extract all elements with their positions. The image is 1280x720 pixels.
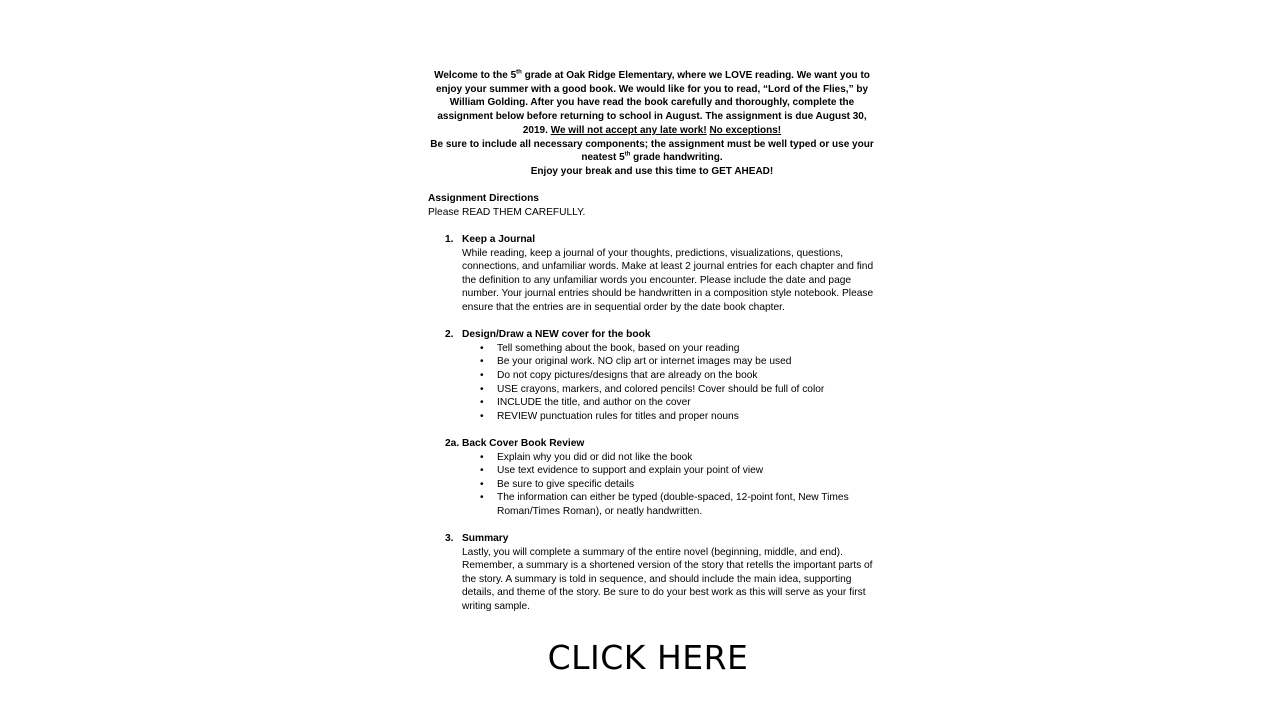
list-item: • Use text evidence to support and explain your point of view xyxy=(497,464,876,478)
intro-no-late-work: We will not accept any late work! xyxy=(550,124,707,136)
section-number: 2. xyxy=(445,329,454,341)
intro-welcome-start: Welcome to the 5 xyxy=(434,70,517,81)
list-item: • Be your original work. NO clip art or internet images may be used xyxy=(497,355,876,369)
section-body: Lastly, you will complete a summary of the entire novel (beginning, middle, and end). Remember, a summary is a shortened version of the story that retells the important parts of the story. A summary is told in sequence, and should include the main idea, supporting details, and theme of the story. Be sure to do your best work as this will serve as your first writing sample. xyxy=(462,546,873,613)
section-summary xyxy=(428,532,876,614)
section-title: Design/Draw a NEW cover for the book xyxy=(462,329,651,341)
section-number: 3. xyxy=(445,533,454,545)
intro-include-end: grade handwriting. xyxy=(630,152,723,164)
section-cover-design xyxy=(428,328,876,423)
list-item: • INCLUDE the title, and author on the cover xyxy=(497,396,876,410)
section-body: While reading, keep a journal of your thoughts, predictions, visualizations, questions, connections, and unfamiliar words. Make at least 2 journal entries for each chapter and find the definition to any unfamiliar words you encounter. Please include the date and page number. Your journal entries should be handwritten in a composition style notebook. Please ensure that the entries are in sequential order by the date book chapter. xyxy=(462,247,874,313)
section-number: 1. xyxy=(445,234,454,245)
directions-subtitle: Please READ THEM CAREFULLY. xyxy=(428,206,586,218)
section-title: Summary xyxy=(462,533,509,545)
list-item: • The information can either be typed (double-spaced, 12-point font, New Times Roman/Times Roman), or neatly handwritten. xyxy=(497,491,876,518)
section-number: 2a. xyxy=(445,437,460,449)
list-item: • REVIEW punctuation rules for titles and proper nouns xyxy=(497,410,876,424)
section-journal xyxy=(428,233,876,315)
intro-block xyxy=(428,69,876,179)
click-here-link[interactable]: CLICK HERE xyxy=(547,638,749,677)
intro-include-superscript: th xyxy=(624,151,631,158)
assignment-directions xyxy=(428,192,876,219)
intro-welcome-superscript: th xyxy=(516,69,522,76)
list-item: • Explain why you did or did not like the book xyxy=(497,451,876,465)
list-item: • Be sure to give specific details xyxy=(497,478,876,492)
assignment-document xyxy=(428,69,876,614)
intro-include xyxy=(428,138,876,165)
section-title: Keep a Journal xyxy=(462,234,536,245)
section-title: Back Cover Book Review xyxy=(462,437,585,449)
intro-enjoy: Enjoy your break and use this time to GET AHEAD! xyxy=(530,165,774,177)
cover-design-list xyxy=(428,342,876,424)
intro-no-exceptions: No exceptions! xyxy=(709,124,782,136)
intro-include-start: Be sure to include all necessary components; the assignment must be well typed or use your neatest 5 xyxy=(430,138,874,164)
list-item: • Tell something about the book, based on your reading xyxy=(497,342,876,356)
intro-welcome xyxy=(428,69,876,138)
back-cover-list xyxy=(428,451,876,519)
directions-title: Assignment Directions xyxy=(428,193,539,205)
section-back-cover-review xyxy=(428,437,876,519)
list-item: • USE crayons, markers, and colored pencils! Cover should be full of color xyxy=(497,383,876,397)
intro-welcome-text: grade at Oak Ridge Elementary, where we LOVE reading. We want you to enjoy your summer with a good book. We would like for you to read, “Lord of the Flies,” by William Golding. After you have read the book carefully and thoroughly, complete the assignment below before returning to school in August. The assignment is due August 30, 2019. xyxy=(435,70,870,136)
list-item: • Do not copy pictures/designs that are already on the book xyxy=(497,369,876,383)
